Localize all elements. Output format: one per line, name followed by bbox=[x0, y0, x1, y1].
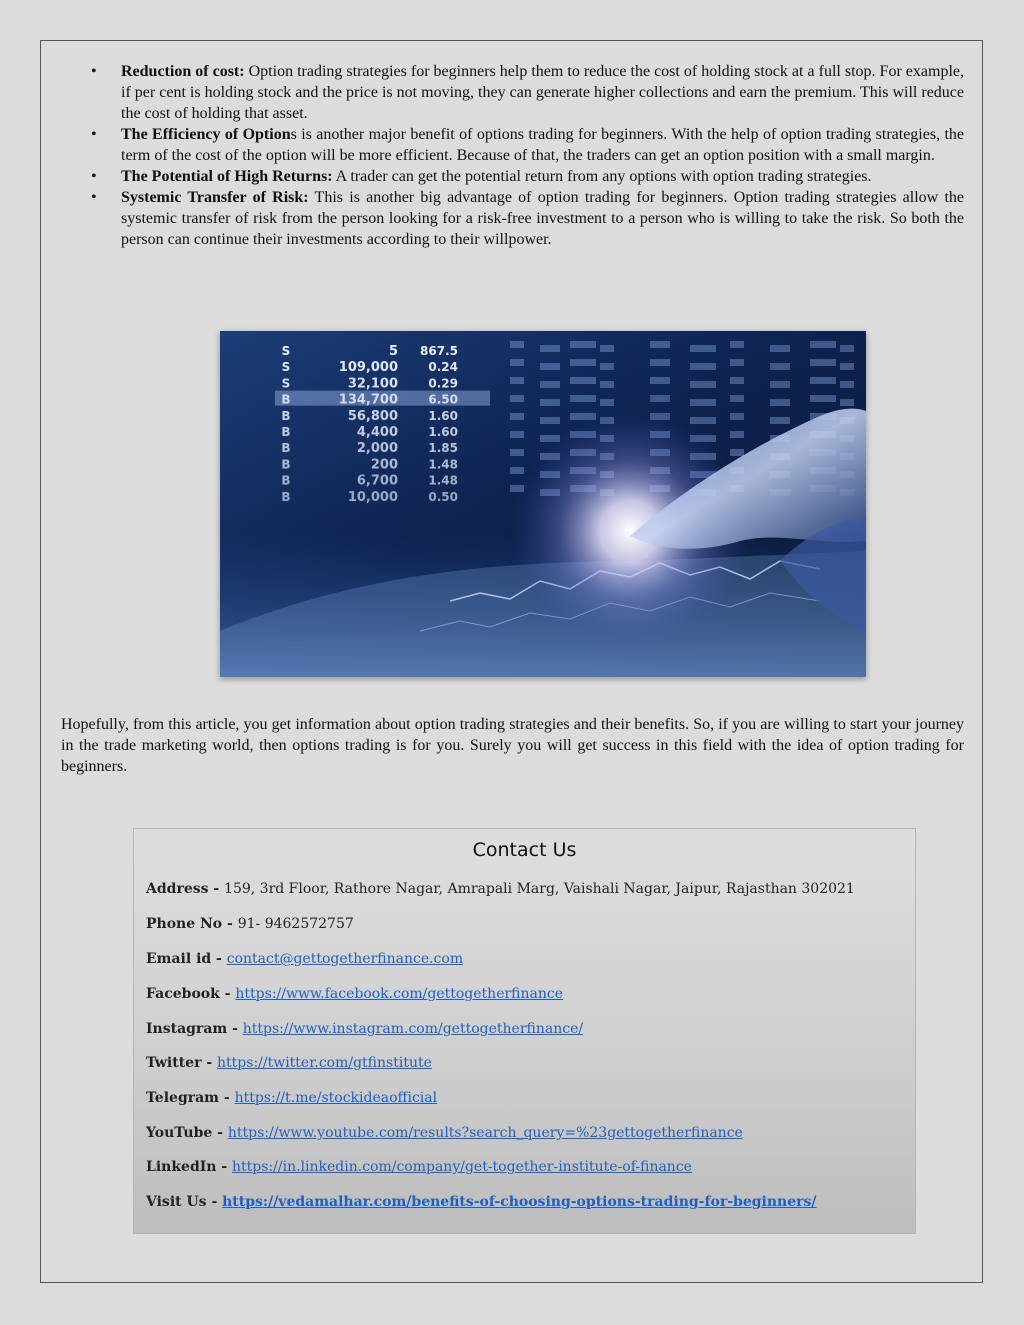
background-ticker-block bbox=[510, 341, 524, 348]
background-ticker-block bbox=[570, 341, 596, 348]
background-ticker-block bbox=[510, 467, 524, 474]
bullet-text: s is another major benefit of options trading for beginners. With the help of option trading strategies, the term of the cost of the option will be more efficient. Because of that, the traders can get an option position with a small margin. bbox=[121, 126, 965, 164]
instagram-label: Instagram - bbox=[146, 1021, 243, 1037]
email-link[interactable]: contact@gettogetherfinance.com bbox=[226, 951, 464, 967]
background-ticker-block bbox=[510, 359, 524, 366]
youtube-row bbox=[146, 1125, 743, 1141]
ticker-price: 867.5 bbox=[420, 344, 458, 358]
bullet-text: This is another big advantage of option trading for beginners. Option trading strategies allow the systemic transfer of risk from the person looking for a risk-free investment to a person who is willing to take the risk. So both the person can continue their investments according to their willpower. bbox=[121, 189, 965, 248]
stock-market-photo bbox=[220, 331, 866, 677]
instagram-link[interactable]: https://www.instagram.com/gettogetherfinance/ bbox=[242, 1021, 584, 1037]
bullet-title: Systemic Transfer of Risk: bbox=[121, 189, 309, 206]
background-ticker-block bbox=[730, 431, 744, 438]
background-ticker-block bbox=[690, 345, 716, 352]
contact-box bbox=[133, 828, 916, 1234]
background-ticker-block bbox=[730, 413, 744, 420]
background-ticker-block bbox=[540, 381, 560, 388]
twitter-label: Twitter - bbox=[146, 1055, 218, 1071]
linkedin-label: LinkedIn - bbox=[146, 1159, 233, 1175]
background-ticker-block bbox=[690, 363, 716, 370]
bullet-icon: • bbox=[91, 63, 97, 80]
background-ticker-block bbox=[730, 377, 744, 384]
contact-heading: Contact Us bbox=[472, 839, 577, 861]
ticker-quantity: 5 bbox=[388, 344, 398, 359]
background-ticker-block bbox=[600, 363, 614, 370]
background-ticker-block bbox=[510, 449, 524, 456]
bullet-icon: • bbox=[91, 126, 97, 143]
list-item bbox=[91, 61, 964, 124]
background-ticker-block bbox=[600, 345, 614, 352]
bullet-title: The Potential of High Returns: bbox=[121, 168, 333, 185]
ticker-quantity: 134,700 bbox=[338, 392, 398, 408]
background-ticker-block bbox=[810, 395, 836, 402]
background-ticker-block bbox=[840, 345, 854, 352]
ticker-price: 0.24 bbox=[428, 360, 458, 375]
ticker-quantity: 6,700 bbox=[356, 473, 398, 489]
background-ticker-block bbox=[510, 413, 524, 420]
linkedin-row bbox=[146, 1159, 692, 1175]
background-ticker-block bbox=[650, 359, 670, 366]
ticker-quantity: 4,400 bbox=[356, 425, 398, 440]
twitter-link[interactable]: https://twitter.com/gtfinstitute bbox=[217, 1055, 432, 1071]
background-ticker-block bbox=[510, 395, 524, 402]
document-page bbox=[40, 40, 983, 1283]
instagram-row bbox=[146, 1021, 583, 1037]
list-item bbox=[91, 166, 964, 187]
background-ticker-block bbox=[730, 449, 744, 456]
ticker-type-label: B bbox=[281, 457, 291, 472]
youtube-link[interactable]: https://www.youtube.com/results?search_query=%23gettogetherfinance bbox=[227, 1125, 743, 1141]
background-ticker-block bbox=[770, 417, 790, 424]
phone-label: Phone No - bbox=[146, 916, 238, 932]
background-ticker-block bbox=[810, 377, 836, 384]
facebook-link[interactable]: https://www.facebook.com/gettogetherfinance bbox=[235, 986, 564, 1002]
telegram-row bbox=[146, 1090, 437, 1106]
background-ticker-block bbox=[810, 359, 836, 366]
email-row bbox=[146, 951, 463, 967]
ticker-type-label: S bbox=[281, 360, 291, 375]
background-ticker-block bbox=[600, 399, 614, 406]
telegram-link[interactable]: https://t.me/stockideaofficial bbox=[234, 1090, 438, 1106]
bullet-text: Option trading strategies for beginners help them to reduce the cost of holding stock at a full stop. For example, if per cent is holding stock and the price is not moving, they can generate higher collections and earn the premium. This will reduce the cost of holding that asset. bbox=[121, 63, 964, 122]
bullet-title: The Efficiency of Option bbox=[121, 126, 291, 143]
facebook-row bbox=[146, 986, 563, 1002]
background-ticker-block bbox=[730, 341, 744, 348]
background-ticker-block bbox=[810, 341, 836, 348]
ticker-type-label: B bbox=[281, 441, 291, 456]
address-value: 159, 3rd Floor, Rathore Nagar, Amrapali Marg, Vaishali Nagar, Jaipur, Rajasthan 302021 bbox=[224, 881, 855, 897]
background-ticker-block bbox=[650, 377, 670, 384]
ticker-type-label: S bbox=[281, 344, 291, 358]
email-label: Email id - bbox=[146, 951, 227, 967]
ticker-quantity: 2,000 bbox=[356, 441, 398, 457]
ticker-price: 0.29 bbox=[428, 376, 458, 391]
twitter-row bbox=[146, 1055, 432, 1071]
bullet-icon: • bbox=[91, 168, 97, 185]
ticker-price: 1.60 bbox=[428, 425, 458, 439]
ticker-quantity: 109,000 bbox=[338, 360, 398, 376]
address-label: Address - bbox=[146, 881, 225, 897]
ticker-type-label: B bbox=[281, 392, 291, 407]
ticker-type-label: B bbox=[281, 489, 291, 504]
background-ticker-block bbox=[770, 363, 790, 370]
background-ticker-block bbox=[540, 345, 560, 352]
list-item bbox=[91, 124, 964, 166]
linkedin-link[interactable]: https://in.linkedin.com/company/get-together-institute-of-finance bbox=[232, 1159, 692, 1175]
background-ticker-block bbox=[690, 399, 716, 406]
background-ticker-block bbox=[840, 399, 854, 406]
visit-row bbox=[146, 1194, 816, 1210]
ticker-price: 6.50 bbox=[428, 392, 458, 407]
bullet-title: Reduction of cost: bbox=[121, 63, 245, 80]
benefits-list bbox=[91, 61, 964, 250]
background-ticker-block bbox=[650, 395, 670, 402]
background-ticker-block bbox=[730, 359, 744, 366]
ticker-quantity: 56,800 bbox=[347, 408, 398, 424]
background-ticker-block bbox=[540, 363, 560, 370]
background-ticker-block bbox=[730, 395, 744, 402]
ticker-type-label: B bbox=[281, 473, 291, 488]
background-ticker-block bbox=[690, 381, 716, 388]
ticker-price: 0.50 bbox=[428, 489, 458, 504]
background-ticker-block bbox=[570, 395, 596, 402]
address-row bbox=[146, 881, 855, 897]
background-ticker-block bbox=[510, 377, 524, 384]
closing-paragraph: Hopefully, from this article, you get information about option trading strategies and their benefits. So, if you are willing to start your journey in the trade marketing world, then options trading is for you. Surely you will get success in this field with the idea of option trading for beginners. bbox=[61, 716, 964, 775]
bullet-text: A trader can get the potential return from any options with option trading strategies. bbox=[332, 168, 872, 185]
ticker-type-label: S bbox=[281, 376, 291, 391]
background-ticker-block bbox=[510, 431, 524, 438]
phone-row bbox=[146, 916, 354, 932]
background-ticker-block bbox=[770, 399, 790, 406]
visit-link[interactable]: https://vedamalhar.com/benefits-of-choosing-options-trading-for-beginners/ bbox=[222, 1194, 817, 1210]
ticker-price: 1.48 bbox=[428, 473, 458, 488]
background-ticker-block bbox=[540, 399, 560, 406]
background-ticker-block bbox=[770, 381, 790, 388]
ticker-price: 1.48 bbox=[428, 457, 458, 472]
background-ticker-block bbox=[840, 381, 854, 388]
background-ticker-block bbox=[600, 381, 614, 388]
list-item bbox=[91, 187, 964, 250]
background-ticker-block bbox=[770, 345, 790, 352]
background-ticker-block bbox=[570, 377, 596, 384]
visit-label: Visit Us - bbox=[146, 1194, 223, 1210]
facebook-label: Facebook - bbox=[146, 986, 236, 1002]
ticker-quantity: 32,100 bbox=[347, 376, 398, 392]
ticker-price: 1.60 bbox=[428, 408, 458, 423]
ticker-quantity: 10,000 bbox=[347, 489, 398, 505]
telegram-label: Telegram - bbox=[146, 1090, 235, 1106]
ticker-quantity: 200 bbox=[370, 457, 398, 473]
background-ticker-block bbox=[570, 359, 596, 366]
ticker-type-label: B bbox=[281, 408, 291, 423]
bullet-icon: • bbox=[91, 189, 97, 206]
ticker-type-label: B bbox=[281, 425, 291, 439]
phone-value: 91- 9462572757 bbox=[237, 916, 354, 932]
background-ticker-block bbox=[650, 341, 670, 348]
background-ticker-block bbox=[540, 417, 560, 424]
background-ticker-block bbox=[840, 363, 854, 370]
background-ticker-block bbox=[690, 417, 716, 424]
ticker-price: 1.85 bbox=[428, 441, 458, 456]
youtube-label: YouTube - bbox=[146, 1125, 228, 1141]
